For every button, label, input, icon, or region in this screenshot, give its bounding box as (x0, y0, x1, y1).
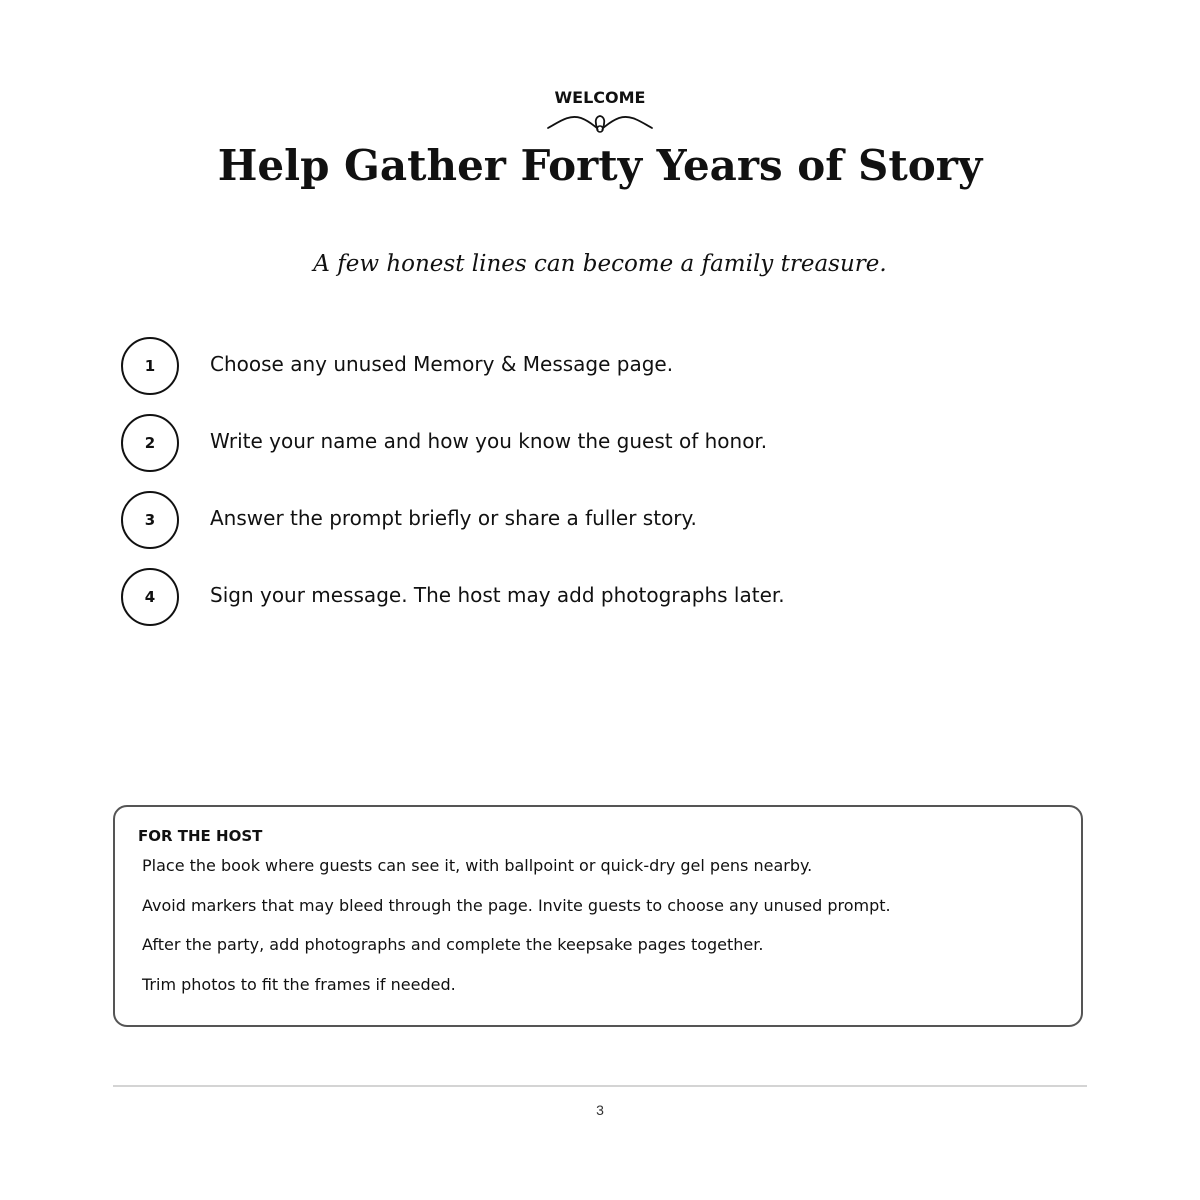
step-item (121, 491, 1081, 568)
step-number-badge: 4 (121, 568, 179, 626)
host-note-line: Avoid markers that may bleed through the page. Invite guests to choose any unused prompt. (142, 895, 891, 915)
host-note-line: Trim photos to fit the frames if needed. (142, 974, 456, 994)
instruction-steps (121, 337, 1081, 645)
step-number-badge: 1 (121, 337, 179, 395)
host-note-line: After the party, add photographs and complete the keepsake pages together. (142, 935, 764, 954)
step-number-badge: 3 (121, 491, 179, 549)
step-text: Answer the prompt briefly or share a fuller story. (210, 506, 697, 530)
page-title: Help Gather Forty Years of Story (217, 141, 983, 190)
flourish-divider-icon (545, 108, 655, 134)
host-note-box (113, 805, 1083, 1027)
step-item (121, 337, 1081, 414)
step-item (121, 568, 1081, 645)
page-number: 3 (596, 1102, 604, 1118)
step-text: Sign your message. The host may add photographs later. (210, 583, 785, 607)
host-note-line: Place the book where guests can see it, with ballpoint or quick-dry gel pens nearby. (142, 856, 813, 875)
host-note-list (142, 856, 891, 1014)
step-number-badge: 2 (121, 414, 179, 472)
step-text: Choose any unused Memory & Message page. (210, 352, 674, 376)
host-note-heading: FOR THE HOST (138, 827, 263, 845)
page-tagline: A few honest lines can become a family treasure. (313, 251, 887, 277)
footer-divider (113, 1085, 1087, 1087)
step-text: Write your name and how you know the guest of honor. (210, 429, 768, 453)
section-eyebrow: WELCOME (554, 88, 646, 107)
step-item (121, 414, 1081, 491)
